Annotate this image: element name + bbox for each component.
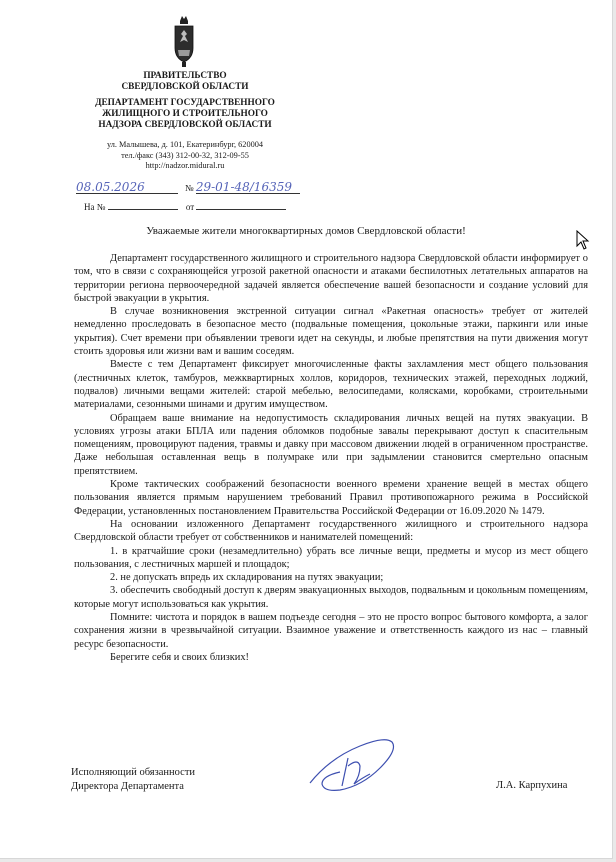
position-line-1: Исполняющий обязанности: [71, 767, 196, 778]
reference-date-label: от: [185, 202, 195, 212]
number-underline: [196, 193, 300, 194]
paragraph-4: Обращаем ваше внимание на недопустимость складирования личных вещей на путях эвакуации. В условиях угрозы атаки БПЛА или падения обломков подобные завалы перекрывают доступ к спасительным помещениям, провоцируют падения, травмы и давку при массовом движении людей в ограниченном пространстве. Даже небольшая оставленная вещь в полумраке или при задымлении становится смертельно опасным препятствием.: [74, 412, 588, 477]
closing-line: Берегите себя и своих близких!: [110, 651, 250, 663]
number-label: №: [185, 183, 194, 193]
department-line-2: ЖИЛИЩНОГО И СТРОИТЕЛЬНОГО: [102, 109, 268, 119]
paragraph-5: Кроме тактических соображений безопасности военного времени хранение вещей в местах общего пользования является прямым нарушением требований Правил противопожарного режима в Российской Федерации, установленных постановлением Правительства Российской Федерации от 16.09.2020 № 1479.: [74, 479, 588, 517]
requirement-2: 2. не допускать впредь их складирования на путях эвакуации;: [110, 572, 384, 584]
registration-number-row: [185, 180, 292, 194]
paragraph-2: В случае возникновения экстренной ситуации сигнал «Ракетная опасность» требует от жителей немедленно проследовать в безопасное место (подвальные помещения, цокольные этажи, паркинги или иные укрытия). Счет времени при объявлении тревоги идет на секунды, и любые препятствия на пути движения могут стоить здоровья или жизни вам и вашим соседям.: [74, 306, 588, 358]
government-header: [60, 71, 310, 93]
registration-date: 08.05.2026: [76, 180, 145, 194]
reference-number-label: На №: [84, 202, 106, 212]
position-line-2: Директора Департамента: [71, 781, 184, 792]
mouse-cursor-icon: [576, 230, 590, 250]
letter-body: [74, 252, 588, 664]
requirement-3: 3. обеспечить свободный доступ к дверям эвакуационных выходов, подвальным и цокольным помещениям, которые могут использоваться как укрытия.: [74, 585, 588, 610]
department-line-3: НАДЗОРА СВЕРДЛОВСКОЙ ОБЛАСТИ: [98, 120, 272, 130]
requirement-1: 1. в кратчайшие сроки (незамедлительно) убрать все личные вещи, предметы и мусор из мест общего пользования, с лестничных маршей и площадок;: [74, 545, 588, 570]
paragraph-6: На основании изложенного Департамент государственного жилищного и строительного надзора Свердловской области требует от собственников и нанимателей помещений:: [74, 518, 588, 544]
reference-date-blank: [196, 199, 286, 210]
department-header: [60, 98, 310, 131]
reference-number-blank: [108, 199, 178, 210]
paragraph-3: Вместе с тем Департамент фиксирует многочисленные факты захламления мест общего пользования (лестничных клеток, тамбуров, межквартирных холлов, коридоров, технических этажей, переходных лоджий, подвалов) личными вещами жителей: старой мебелью, велосипедами, колясками, коробками, строительными материалами, сезонными шинами и другим имуществом.: [74, 359, 588, 411]
date-underline: [76, 193, 178, 194]
paragraph-remember: Помните: чистота и порядок в вашем подъезде сегодня – это не просто вопрос бытового комфорта, а залог сохранения жизни в чрезвычайной ситуации. Взаимное уважение и ответственность каждого из нас – главный ресурс безопасности.: [74, 612, 588, 650]
government-line-1: ПРАВИТЕЛЬСТВО: [143, 71, 227, 81]
greeting: Уважаемые жители многоквартирных домов Свердловской области!: [146, 225, 466, 237]
handwritten-signature: [300, 728, 420, 798]
paragraph-1: Департамент государственного жилищного и строительного надзора Свердловской области информирует о том, что в связи с сохраняющейся угрозой ракетной опасности и атаками беспилотных летательных аппаратов на территории региона первоочередной задачей является обеспечение вашей безопасности и создание условий для быстрой эвакуации в укрытия.: [74, 253, 588, 304]
phone: тел./факс (343) 312-00-32, 312-09-55: [121, 150, 249, 160]
address: ул. Малышева, д. 101, Екатеринбург, 620004: [106, 140, 264, 149]
address-block: [60, 140, 310, 172]
coat-of-arms-icon: [173, 12, 195, 68]
government-line-2: СВЕРДЛОВСКОЙ ОБЛАСТИ: [121, 82, 249, 92]
website-link[interactable]: http://nadzor.midural.ru: [145, 161, 225, 170]
department-line-1: ДЕПАРТАМЕНТ ГОСУДАРСТВЕННОГО: [95, 98, 275, 108]
registration-number: 29-01-48/16359: [195, 180, 292, 194]
signatory-position: [71, 766, 195, 794]
registration-date-row: [76, 180, 145, 194]
reference-row: [84, 199, 286, 212]
signatory-name: Л.А. Карпухина: [496, 780, 568, 791]
